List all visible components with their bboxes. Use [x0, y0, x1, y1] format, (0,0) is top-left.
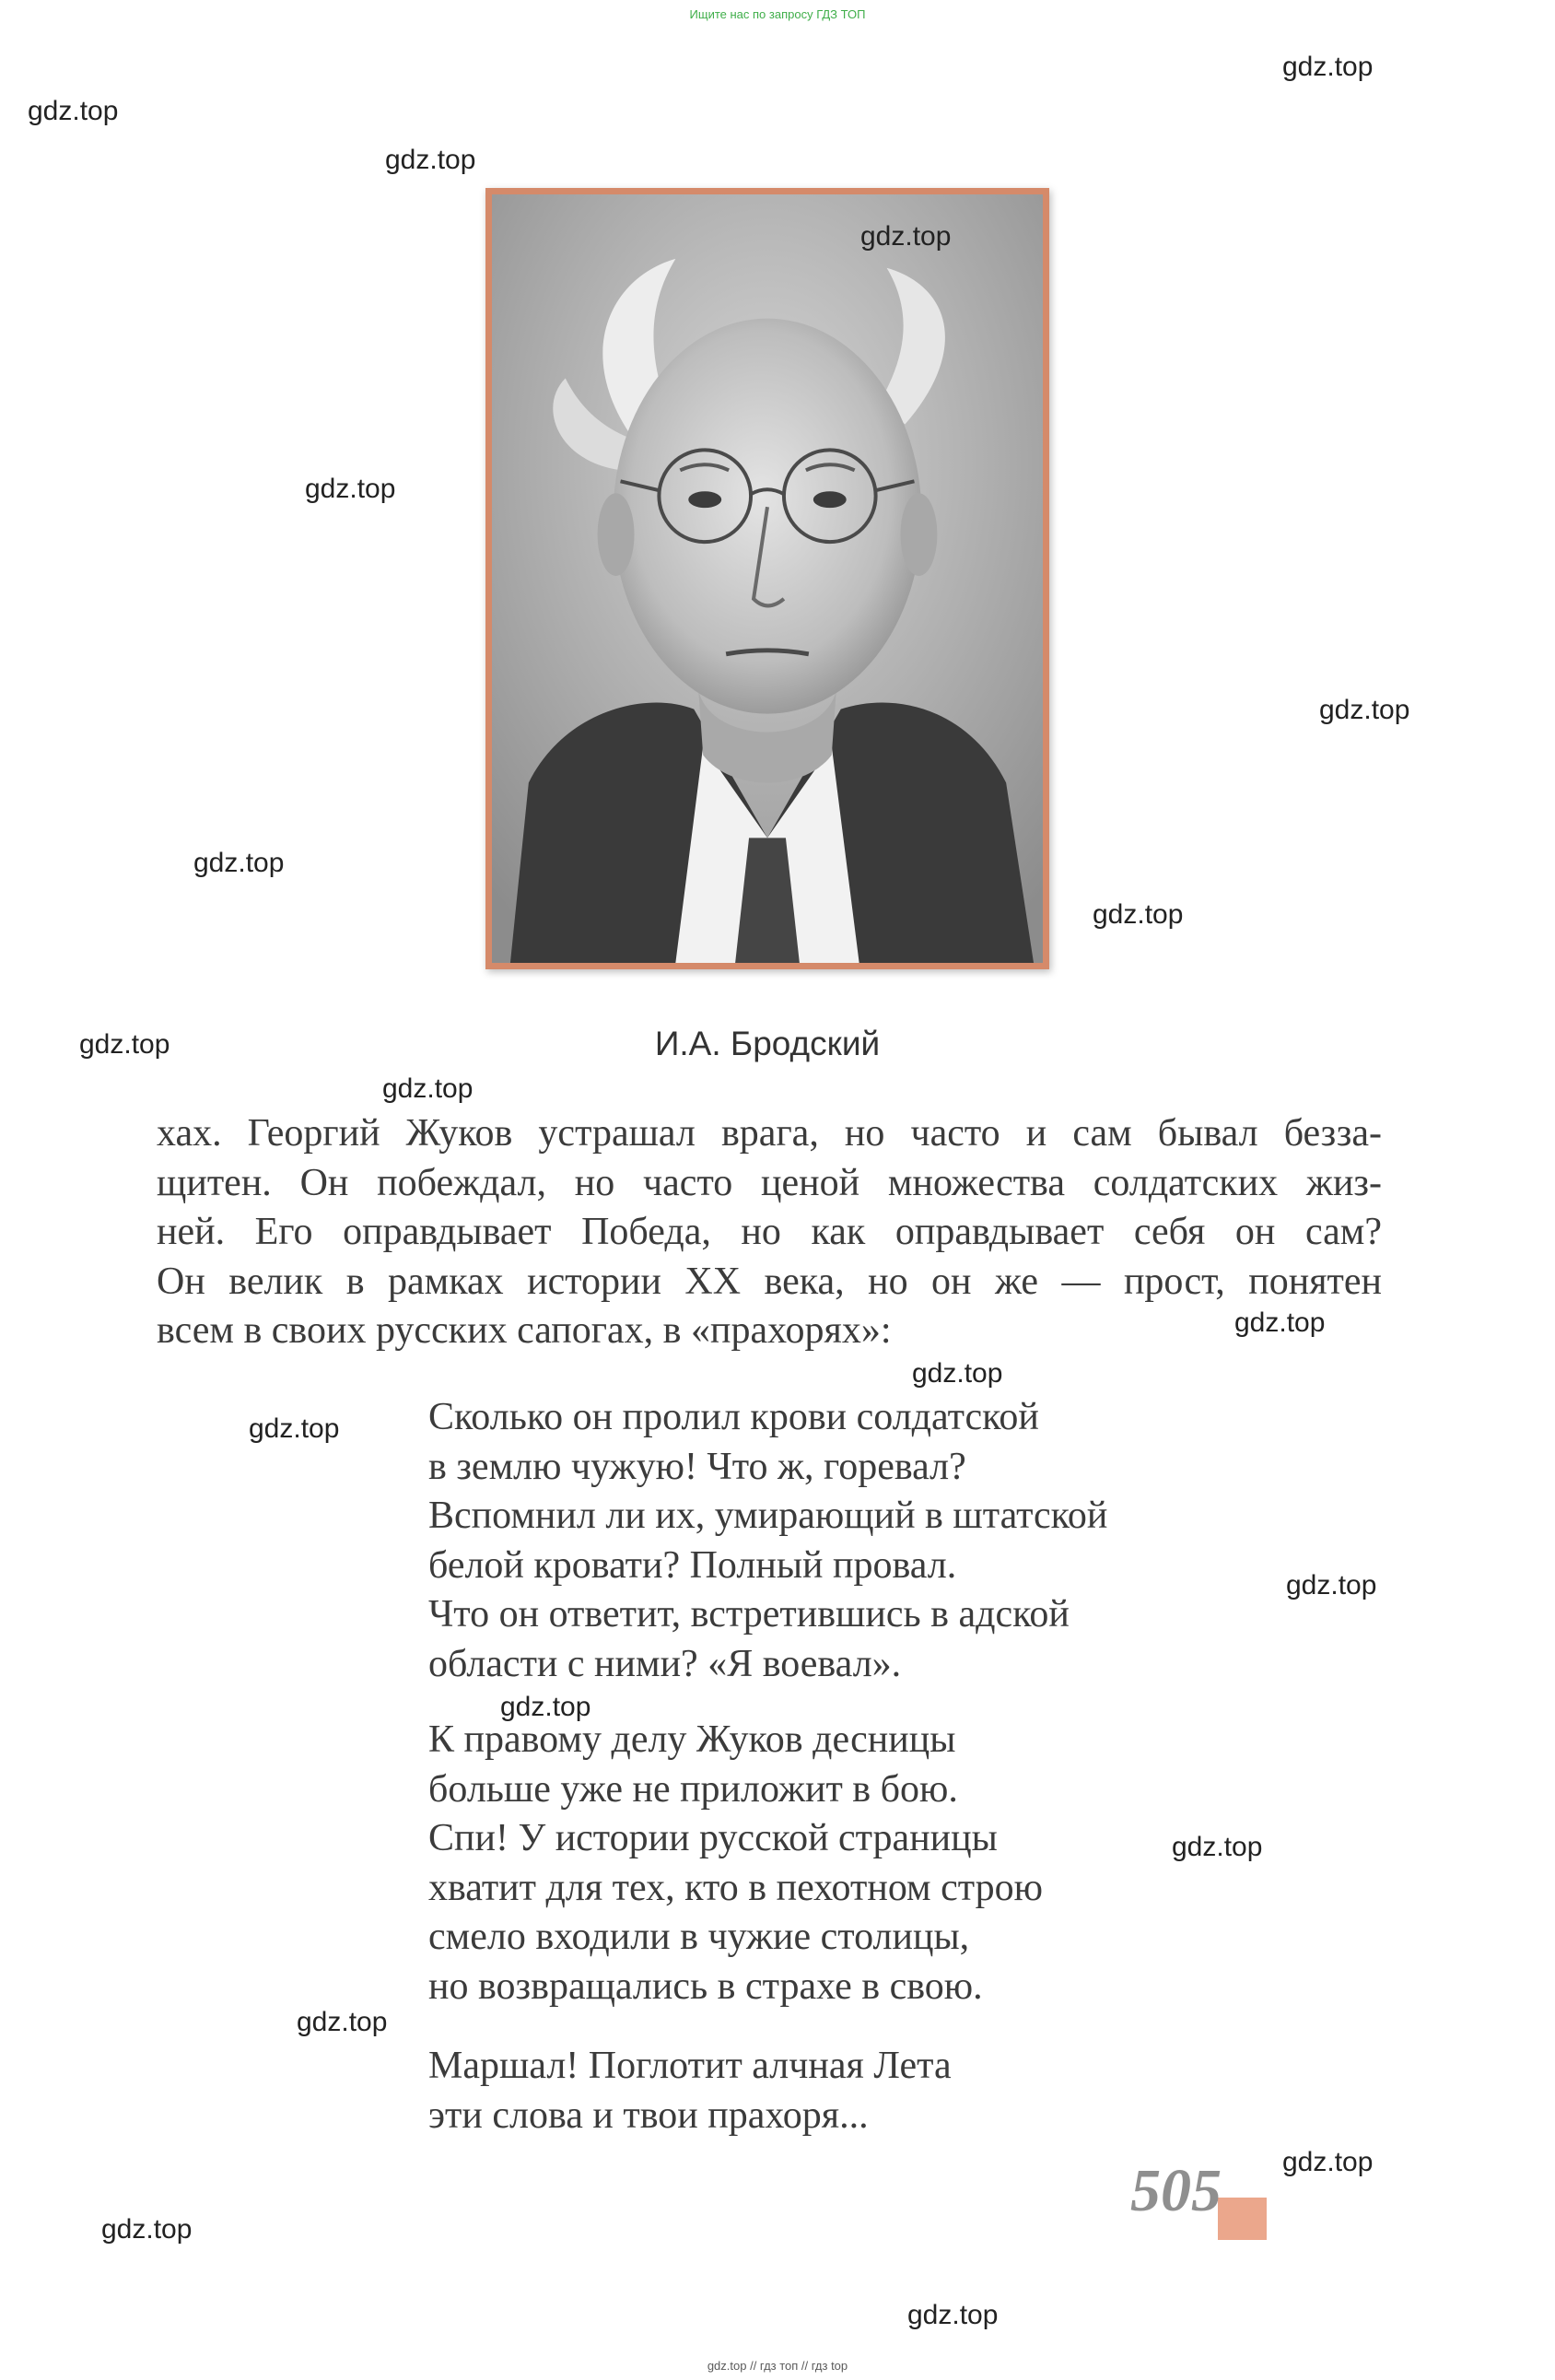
prose-line: всем в своих русских сапогах, в «прахорях»: [157, 1309, 892, 1352]
poem-line: К правому делу Жуков десницы [428, 1718, 956, 1761]
poem-line: больше уже не приложит в бою. [428, 1767, 958, 1811]
poem-line: хватит для тех, кто в пехотном строю [428, 1866, 1043, 1909]
watermark: gdz.top [193, 848, 285, 878]
watermark: gdz.top [101, 2214, 193, 2245]
poem-line: Маршал! Поглотит алчная Лета [428, 2045, 952, 2087]
watermark: gdz.top [907, 2300, 999, 2330]
poem-line: смело входили в чужие столицы, [428, 1916, 970, 1958]
watermark: gdz.top [297, 2007, 388, 2037]
footer-note: gdz.top // гдз топ // гдз top [707, 2359, 848, 2373]
poem-line: Спи! У истории русской страницы [428, 1817, 998, 1859]
watermark: gdz.top [28, 96, 119, 126]
watermark: gdz.top [1286, 1570, 1377, 1600]
poem-line: эти слова и твои прахоря... [428, 2093, 869, 2137]
watermark: gdz.top [1282, 2147, 1374, 2177]
page-number-accent [1218, 2198, 1267, 2240]
watermark: gdz.top [1282, 52, 1374, 82]
poem-line: белой кровати? Полный провал. [428, 1543, 957, 1587]
poem-line: области с ними? «Я воевал». [428, 1642, 902, 1685]
portrait-illustration [492, 194, 1043, 963]
watermark: gdz.top [249, 1413, 340, 1444]
watermark: gdz.top [912, 1358, 1003, 1389]
page-number: 505 [1130, 2157, 1222, 2224]
poem-stanza-3 [428, 2042, 952, 2140]
poem-line: но возвращались в страхе в свою. [428, 1964, 983, 2008]
watermark: gdz.top [1172, 1832, 1263, 1862]
poem-line: Вспомнил ли их, умирающий в штатской [428, 1495, 1108, 1537]
watermark: gdz.top [79, 1029, 170, 1060]
top-search-note: Ищите нас по запросу ГДЗ ТОП [689, 7, 866, 21]
watermark: gdz.top [305, 474, 396, 504]
watermark: gdz.top [500, 1692, 591, 1722]
poem-stanza-2 [428, 1716, 1043, 2011]
prose-line: ней. Его оправдывает Победа, но как оправдывает себя он сам? [157, 1211, 1382, 1253]
watermark: gdz.top [1319, 695, 1410, 725]
portrait-photo [485, 188, 1049, 969]
watermark: gdz.top [1234, 1307, 1326, 1338]
poem-line: Что он ответит, встретившись в адской [428, 1593, 1070, 1636]
poem-line: Сколько он пролил крови солдатской [428, 1396, 1039, 1438]
prose-line: щитен. Он побеждал, но часто ценой множества солдатских жиз- [157, 1161, 1382, 1204]
poem-line: в землю чужую! Что ж, горевал? [428, 1445, 966, 1488]
watermark: gdz.top [385, 145, 476, 175]
prose-paragraph [157, 1109, 1382, 1356]
watermark: gdz.top [382, 1073, 474, 1104]
poem-stanza-1 [428, 1393, 1107, 1689]
watermark: gdz.top [1093, 899, 1184, 930]
watermark: gdz.top [860, 221, 952, 252]
portrait-caption: И.А. Бродский [654, 1025, 881, 1062]
prose-line: хах. Георгий Жуков устрашал врага, но часто и сам бывал безза- [157, 1112, 1382, 1155]
prose-line: Он велик в рамках истории XX века, но он же — прост, понятен [157, 1260, 1382, 1303]
